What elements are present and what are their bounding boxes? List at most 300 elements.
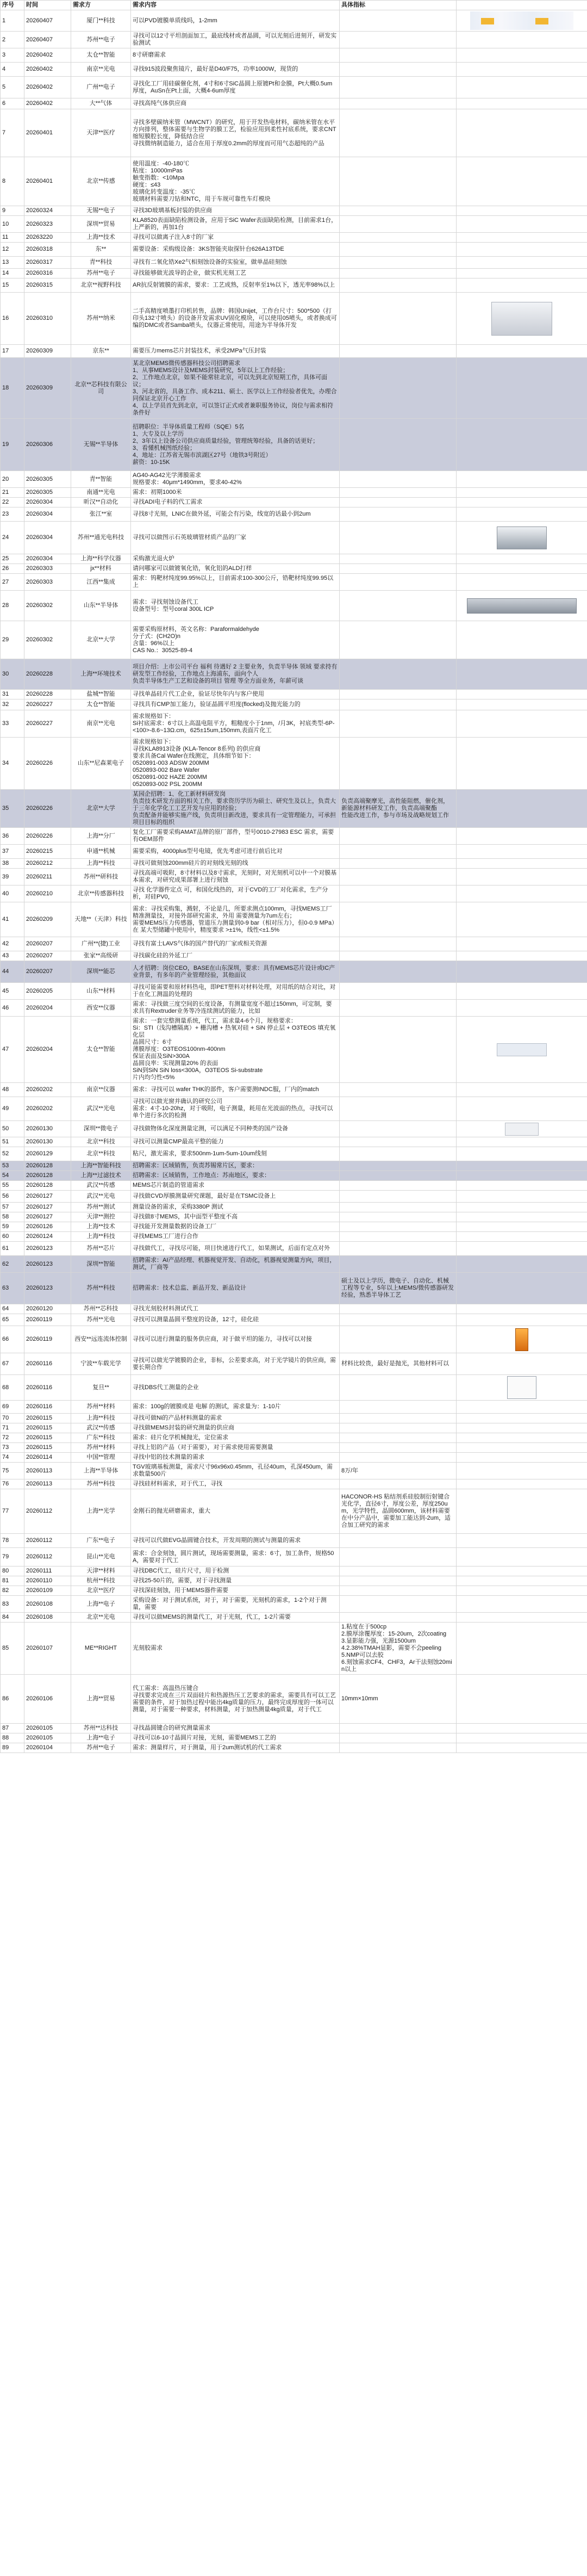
cell-requirement: 寻找3D玻璃基板封装的供应商 — [131, 206, 340, 216]
cell-date: 20260310 — [24, 293, 71, 345]
cell-buyer: 广州**电子 — [71, 77, 131, 98]
cell-number: 60 — [1, 1232, 24, 1242]
cell-date: 20260123 — [24, 1242, 71, 1256]
cell-requirement: 人才招聘：岗位CEO，BASE在山东深圳，要求：具有MEMS芯片设计或IC产业背景，有多年的产业管理经验，其他面议 — [131, 961, 340, 983]
cell-buyer: 苏州**光电 — [71, 1314, 131, 1326]
cell-image — [457, 1353, 587, 1375]
cell-spec — [340, 1083, 457, 1097]
cell-image — [457, 1548, 587, 1566]
cell-buyer: 盐城**智能 — [71, 690, 131, 699]
cell-requirement: 8寸研磨需求 — [131, 48, 340, 63]
cell-image — [457, 1222, 587, 1232]
cell-requirement: 招聘需求：区域销售，负责苏锡常片区，要求： — [131, 1161, 340, 1171]
table-row — [1, 869, 587, 886]
cell-date: 20260112 — [24, 1548, 71, 1566]
table-row — [1, 1097, 587, 1121]
cell-image — [457, 1479, 587, 1489]
cell-date: 20260115 — [24, 1414, 71, 1423]
cell-number: 64 — [1, 1304, 24, 1314]
cell-number: 27 — [1, 574, 24, 591]
cell-date: 20260109 — [24, 1586, 71, 1596]
cell-requirement: 需求规格如下： Si衬底需求：6寸以上高温电阻平方，粗糙度小于1nm，/月3K，衬底类型-6P-<100>-8.6~13Ω.cm，625±15um,150mm,表面片化工 — [131, 710, 340, 738]
cell-requirement: 寻找可以测量晶圆平整度的设备，12寸，硅化硅 — [131, 1314, 340, 1326]
table-row — [1, 1353, 587, 1375]
table-row — [1, 1375, 587, 1401]
cell-buyer: 北京**科技 — [71, 1137, 131, 1147]
cell-buyer: 复旦** — [71, 1375, 131, 1401]
cell-buyer: 北京**医疗 — [71, 1586, 131, 1596]
cell-number: 18 — [1, 358, 24, 419]
cell-date: 20260226 — [24, 828, 71, 845]
cell-requirement: 寻找做CVD厚膜测量研究课题，最好是在TSMC设备上 — [131, 1191, 340, 1203]
cell-date: 20260111 — [24, 1566, 71, 1576]
cell-requirement: 寻找做MEMS封装的研究测量的供应商 — [131, 1423, 340, 1433]
cell-buyer: 深圳**智能 — [71, 1256, 131, 1273]
cell-spec — [340, 845, 457, 859]
cell-requirement: 寻找能够做光波导的企业，做实机光刻工艺 — [131, 269, 340, 278]
cell-requirement: AR抗反射镀膜的需求，要求：工艺成熟，反射率至1%以下，透光率98%以上 — [131, 278, 340, 293]
cell-image — [457, 951, 587, 961]
cell-number: 40 — [1, 886, 24, 902]
cell-image — [457, 1401, 587, 1414]
cell-spec — [340, 710, 457, 738]
cell-image — [457, 1724, 587, 1733]
table-row — [1, 1181, 587, 1191]
cell-spec — [340, 293, 457, 345]
table-row — [1, 1273, 587, 1304]
product-thumbnail-chip — [497, 527, 547, 549]
cell-spec — [340, 1326, 457, 1353]
cell-number: 3 — [1, 48, 24, 63]
cell-spec — [340, 1566, 457, 1576]
cell-date: 20260304 — [24, 522, 71, 554]
cell-requirement: 寻找可以代做EVG晶圆键合技术，开发周期的测试与测量的需求 — [131, 1534, 340, 1548]
cell-requirement: AG40-AG42光学薄膜需求 规格要求：40μm*1490mm，要求40-42% — [131, 471, 340, 488]
cell-date: 20260113 — [24, 1463, 71, 1479]
cell-requirement: 复化工厂需要采购AMAT品牌的原厂部件，型号0010-27983 ESC 需求，需要有OEM部件 — [131, 828, 340, 845]
cell-requirement: 请问哪家可以做镀氧化锆，氧化铝的ALD打样 — [131, 564, 340, 574]
cell-image — [457, 1191, 587, 1203]
cell-buyer: 深圳**微电子 — [71, 1121, 131, 1137]
cell-date: 20260401 — [24, 109, 71, 157]
cell-buyer: 青**智能 — [71, 471, 131, 488]
table-row — [1, 1222, 587, 1232]
header-spec: 具体指标 — [340, 1, 457, 10]
cell-spec — [340, 1314, 457, 1326]
cell-spec — [340, 471, 457, 488]
cell-number: 44 — [1, 961, 24, 983]
cell-spec — [340, 1191, 457, 1203]
cell-number: 73 — [1, 1443, 24, 1453]
table-row — [1, 1203, 587, 1212]
cell-number: 46 — [1, 1000, 24, 1017]
cell-buyer: 苏州**科技 — [71, 1273, 131, 1304]
cell-number: 10 — [1, 216, 24, 233]
cell-buyer: 上海**半导体 — [71, 1463, 131, 1479]
cell-requirement: 测量设备的需求，采购3380P 测试 — [131, 1203, 340, 1212]
cell-date: 20260407 — [24, 32, 71, 48]
cell-buyer: 南通**光电 — [71, 488, 131, 498]
cell-image — [457, 554, 587, 564]
cell-image — [457, 1443, 587, 1453]
cell-date: 20260305 — [24, 471, 71, 488]
cell-date: 20260128 — [24, 1161, 71, 1171]
cell-image — [457, 1534, 587, 1548]
cell-requirement: 寻找可以做光学镀膜的企业，非标，公差要求高，对于光学镜片的供应商，需要长期合作 — [131, 1353, 340, 1375]
cell-number: 32 — [1, 699, 24, 710]
cell-image — [457, 77, 587, 98]
cell-number: 1 — [1, 10, 24, 32]
product-thumbnail-rail — [467, 598, 577, 614]
cell-date: 20260204 — [24, 1017, 71, 1083]
table-row — [1, 902, 587, 937]
cell-number: 35 — [1, 790, 24, 828]
cell-date: 20260212 — [24, 859, 71, 869]
cell-date: 20260304 — [24, 498, 71, 507]
cell-number: 66 — [1, 1326, 24, 1353]
cell-buyer: 山东**尼森莱电子 — [71, 738, 131, 790]
cell-requirement: 二手高精度喷墨打印机转售，品牌：韩国Unijet，工作台尺寸：500*500（打印头132寸喷头）的设备开发需求UV固化模块，可以使用05喷头，或者换成可编的DMC或者Samba喷头，仪器正常使用，用途为半导体开发 — [131, 293, 340, 345]
cell-date: 20260112 — [24, 1534, 71, 1548]
cell-number: 34 — [1, 738, 24, 790]
cell-buyer: 太仓**智能 — [71, 1017, 131, 1083]
cell-date: 20260204 — [24, 1000, 71, 1017]
cell-buyer: 苏州**测试 — [71, 1203, 131, 1212]
cell-requirement: 招聘需求：技术总监、新品开发、新品设计 — [131, 1273, 340, 1304]
cell-date: 20260228 — [24, 690, 71, 699]
cell-date: 20260302 — [24, 621, 71, 659]
cell-date: 20260207 — [24, 937, 71, 951]
cell-number: 20 — [1, 471, 24, 488]
cell-image — [457, 1242, 587, 1256]
cell-number: 85 — [1, 1623, 24, 1675]
cell-spec — [340, 206, 457, 216]
cell-number: 11 — [1, 233, 24, 243]
cell-number: 68 — [1, 1375, 24, 1401]
cell-requirement: 寻找8寸光刻，LNIC在做外延，可能会有污染，线宽的话最小到2um — [131, 507, 340, 522]
cell-number: 24 — [1, 522, 24, 554]
cell-requirement: 寻找具有CMP加工能力，验证晶圆平坦度(flocked)及抛光能力的 — [131, 699, 340, 710]
table-row — [1, 471, 587, 488]
table-row — [1, 738, 587, 790]
cell-buyer: 北京**传感器科技 — [71, 886, 131, 902]
cell-image — [457, 358, 587, 419]
cell-date: 20260209 — [24, 902, 71, 937]
cell-number: 54 — [1, 1171, 24, 1181]
cell-requirement: 采购激光退火炉 — [131, 554, 340, 564]
cell-date: 20260402 — [24, 98, 71, 109]
cell-date: 20260112 — [24, 1489, 71, 1534]
cell-image — [457, 471, 587, 488]
cell-spec — [340, 98, 457, 109]
cell-number: 58 — [1, 1212, 24, 1222]
cell-spec — [340, 1097, 457, 1121]
cell-image — [457, 1463, 587, 1479]
cell-buyer: 东** — [71, 243, 131, 257]
cell-buyer: 苏州**芯片 — [71, 1242, 131, 1256]
table-row — [1, 358, 587, 419]
cell-spec — [340, 1222, 457, 1232]
cell-requirement: 寻找光刻胶材料测试代工 — [131, 1304, 340, 1314]
cell-spec — [340, 869, 457, 886]
cell-spec — [340, 48, 457, 63]
table-row — [1, 507, 587, 522]
cell-number: 71 — [1, 1423, 24, 1433]
cell-requirement: 寻找碳化硅的外延工厂 — [131, 951, 340, 961]
cell-date: 20260129 — [24, 1147, 71, 1161]
cell-number: 75 — [1, 1463, 24, 1479]
cell-requirement: 寻找能开发测量数据的设备工厂 — [131, 1222, 340, 1232]
cell-image — [457, 859, 587, 869]
table-row — [1, 1453, 587, 1463]
cell-number: 33 — [1, 710, 24, 738]
table-row — [1, 1401, 587, 1414]
cell-requirement: 采购设备：对于测试系统，对于，对于需要，光刻机的需求，1-2个对于测量，需要 — [131, 1596, 340, 1613]
cell-buyer: 南京**仪器 — [71, 1083, 131, 1097]
cell-spec: 材料比较贵，最好是抛光，其他材料可以 — [340, 1353, 457, 1375]
cell-date: 20260226 — [24, 738, 71, 790]
cell-spec — [340, 1017, 457, 1083]
cell-spec — [340, 32, 457, 48]
cell-number: 4 — [1, 63, 24, 77]
cell-spec — [340, 1586, 457, 1596]
cell-image — [457, 564, 587, 574]
cell-spec — [340, 1401, 457, 1414]
cell-image — [457, 886, 587, 902]
table-row — [1, 659, 587, 690]
cell-spec — [340, 1576, 457, 1586]
cell-image — [457, 1181, 587, 1191]
cell-requirement: 某园企招聘：1、化工新材料研发岗 负责技术研发方面的相关工作，要求资历学历为硕士、研究生及以上，负责大于三年化学化工工艺开发与应用的经验； 负责配备并能够实施产线，负责项目新改进，要求具有一定管理能力，可承担项目目标的组织 — [131, 790, 340, 828]
table-row — [1, 77, 587, 98]
cell-buyer: ME**RIGHT — [71, 1623, 131, 1675]
cell-number: 39 — [1, 869, 24, 886]
cell-date: 20260115 — [24, 1443, 71, 1453]
cell-requirement: 寻找可以做离子注入8寸的厂家 — [131, 233, 340, 243]
table-row — [1, 498, 587, 507]
cell-spec — [340, 233, 457, 243]
cell-image — [457, 621, 587, 659]
cell-buyer: 北京**芯科技有限公司 — [71, 358, 131, 419]
table-row — [1, 951, 587, 961]
cell-buyer: 西安**远连流体控制 — [71, 1326, 131, 1353]
cell-requirement: 寻找可做Ni的产品材料测量的需求 — [131, 1414, 340, 1423]
cell-image — [457, 48, 587, 63]
cell-spec — [340, 1596, 457, 1613]
cell-requirement: 寻找MEMS工厂进行合作 — [131, 1232, 340, 1242]
cell-number: 59 — [1, 1222, 24, 1232]
cell-image — [457, 1576, 587, 1586]
cell-requirement: 寻找有富士LAVS气体的国产替代的厂家或相关资源 — [131, 937, 340, 951]
cell-image — [457, 869, 587, 886]
cell-date: 20260108 — [24, 1596, 71, 1613]
table-row — [1, 109, 587, 157]
cell-image — [457, 710, 587, 738]
table-row — [1, 1423, 587, 1433]
cell-image — [457, 522, 587, 554]
cell-number: 17 — [1, 345, 24, 358]
cell-date: 20260202 — [24, 1083, 71, 1097]
cell-image — [457, 1017, 587, 1083]
table-row — [1, 1326, 587, 1353]
table-row — [1, 1017, 587, 1083]
header-row — [1, 1, 587, 10]
cell-number: 49 — [1, 1097, 24, 1121]
cell-buyer: 天津**测控 — [71, 1212, 131, 1222]
cell-number: 65 — [1, 1314, 24, 1326]
cell-image — [457, 109, 587, 157]
cell-spec — [340, 1000, 457, 1017]
cell-requirement: 寻找 化学器件定点 可，和国化线热的，对于CVD的工厂对化需求，生产分析，对硅PV0， — [131, 886, 340, 902]
cell-date: 20260119 — [24, 1314, 71, 1326]
header-date: 时间 — [24, 1, 71, 10]
cell-number: 61 — [1, 1242, 24, 1256]
cell-image — [457, 1623, 587, 1675]
cell-requirement: 寻找DBS代工测量的企业 — [131, 1375, 340, 1401]
cell-spec — [340, 1733, 457, 1743]
cell-spec — [340, 859, 457, 869]
cell-spec — [340, 1375, 457, 1401]
cell-buyer: 上海**电子 — [71, 1733, 131, 1743]
cell-image — [457, 1423, 587, 1433]
cell-buyer: 苏州**通光电科技 — [71, 522, 131, 554]
cell-spec — [340, 591, 457, 621]
cell-date: 20260115 — [24, 1433, 71, 1443]
cell-spec — [340, 659, 457, 690]
cell-number: 57 — [1, 1203, 24, 1212]
cell-date: 20260215 — [24, 845, 71, 859]
table-row — [1, 937, 587, 951]
cell-image — [457, 828, 587, 845]
cell-image — [457, 1375, 587, 1401]
table-row — [1, 1212, 587, 1222]
cell-date: 20260402 — [24, 77, 71, 98]
cell-buyer: 天津**医疗 — [71, 109, 131, 157]
table-row — [1, 574, 587, 591]
cell-spec — [340, 1534, 457, 1548]
cell-spec — [340, 886, 457, 902]
cell-date: 20260228 — [24, 659, 71, 690]
cell-image — [457, 63, 587, 77]
cell-spec — [340, 828, 457, 845]
cell-date: 20260316 — [24, 269, 71, 278]
cell-number: 81 — [1, 1576, 24, 1586]
table-row — [1, 621, 587, 659]
cell-buyer: 张江**室 — [71, 507, 131, 522]
cell-requirement: 寻找中铝的技术测量的需求 — [131, 1453, 340, 1463]
cell-number: 53 — [1, 1161, 24, 1171]
cell-number: 82 — [1, 1586, 24, 1596]
cell-image — [457, 983, 587, 1000]
cell-date: 20260123 — [24, 1273, 71, 1304]
cell-requirement: 寻找高端可吸附，8寸材料以及8寸需求，光刻时，对光刻机可以中一个对膜基本需求，对研究成果部署上进行刻蚀 — [131, 869, 340, 886]
cell-number: 41 — [1, 902, 24, 937]
cell-spec — [340, 109, 457, 157]
cell-spec — [340, 507, 457, 522]
cell-requirement: 需要设备：采购级设备：3KS智能夹取探针台626A13TDE — [131, 243, 340, 257]
cell-requirement: 需求：100g的镀膜或是 电解 的测试，需求量为：1-10片 — [131, 1401, 340, 1414]
cell-spec — [340, 488, 457, 498]
cell-spec — [340, 983, 457, 1000]
cell-number: 36 — [1, 828, 24, 845]
table-row — [1, 591, 587, 621]
cell-buyer: 无锡**电子 — [71, 206, 131, 216]
cell-spec — [340, 157, 457, 206]
product-thumbnail-pcb — [470, 11, 573, 30]
cell-date: 20260303 — [24, 564, 71, 574]
cell-date: 20260127 — [24, 1191, 71, 1203]
cell-buyer: 南京**光电 — [71, 710, 131, 738]
cell-number: 79 — [1, 1548, 24, 1566]
cell-spec — [340, 1121, 457, 1137]
cell-image — [457, 1596, 587, 1613]
table-row — [1, 1548, 587, 1566]
cell-spec — [340, 1147, 457, 1161]
cell-image — [457, 98, 587, 109]
cell-number: 23 — [1, 507, 24, 522]
cell-date: 20260305 — [24, 488, 71, 498]
cell-number: 45 — [1, 983, 24, 1000]
cell-image — [457, 1212, 587, 1222]
table-row — [1, 1566, 587, 1576]
table-row — [1, 1314, 587, 1326]
cell-spec — [340, 1453, 457, 1463]
table-row — [1, 32, 587, 48]
cell-number: 21 — [1, 488, 24, 498]
cell-number: 38 — [1, 859, 24, 869]
cell-requirement: 招聘需求：AI产品经理、机器视觉开发、自动化，机器视觉测量方向，项目，测试，厂商等 — [131, 1256, 340, 1273]
cell-date: 20260127 — [24, 1212, 71, 1222]
cell-image — [457, 1613, 587, 1623]
cell-date: 20260318 — [24, 243, 71, 257]
cell-spec — [340, 1304, 457, 1314]
cell-spec — [340, 699, 457, 710]
cell-requirement: 寻找深硅刻蚀，用于MEMS器件需要 — [131, 1586, 340, 1596]
cell-date: 20260128 — [24, 1181, 71, 1191]
table-row — [1, 1724, 587, 1733]
cell-spec — [340, 1414, 457, 1423]
header-buyer: 需求方 — [71, 1, 131, 10]
cell-image — [457, 574, 587, 591]
cell-requirement: KLA8520表面缺陷检测设备，应用于SiC Wafer表面缺陷检测，目前需求1台，上严新的，再加1台 — [131, 216, 340, 233]
table-row — [1, 710, 587, 738]
cell-date: 20260402 — [24, 48, 71, 63]
cell-buyer: 上海**技术 — [71, 233, 131, 243]
cell-date: 20260315 — [24, 278, 71, 293]
cell-spec: HACONOR-HS 粘结剂系硅胶制衍射键合光化学，直径6寸，厚度公差，厚度250um，光学特性，晶圆600mm，该材料需要在中分产品中，需要加工能达到-2um，适合加工研究的需求 — [340, 1489, 457, 1534]
cell-spec: 10mm×10mm — [340, 1675, 457, 1724]
cell-date: 20260126 — [24, 1222, 71, 1232]
cell-image — [457, 1000, 587, 1017]
cell-buyer: 上海**环境技术 — [71, 659, 131, 690]
cell-requirement: 招聘职位：半导体质量工程师（SQE）5名 1、大专及以上学历 2、3年以上设备公司供应商质量经验，管理统筹经验，具备的话更好； 3、看懂机械图纸经验； 4、地址：江苏省无锡市滨湖区27号（地铁3号附近） 薪资：10-15K — [131, 419, 340, 471]
cell-spec — [340, 564, 457, 574]
cell-number: 76 — [1, 1479, 24, 1489]
cell-image — [457, 1586, 587, 1596]
cell-requirement: 需求：寻找做三度空间的长度设备，有测量宽度不超过150mm，可定制，要求具有Rextruder业务等冷连续测试的能力，比如 — [131, 1000, 340, 1017]
cell-number: 6 — [1, 98, 24, 109]
cell-date: 20260323 — [24, 216, 71, 233]
cell-date: 20263220 — [24, 233, 71, 243]
cell-image — [457, 659, 587, 690]
cell-buyer: 无锡**半导体 — [71, 419, 131, 471]
cell-buyer: 上海**科技 — [71, 859, 131, 869]
cell-date: 20260303 — [24, 574, 71, 591]
cell-number: 56 — [1, 1191, 24, 1203]
cell-date: 20260110 — [24, 1576, 71, 1586]
cell-buyer: 上海**科技 — [71, 1232, 131, 1242]
cell-requirement: 需求：寻找采购集，溅射，不论是几，所要求测点100mm，寻找MEMS工厂精准测量技，对接外部研究需求，外用 需要测量为7um左右； 需要MEMS压力传感器，管道压力测量到0-9 bar（相对压力），但0-0.9 MPa）在 某大型储罐中使用中，精度要求 >±1%，线性<±1.5% — [131, 902, 340, 937]
